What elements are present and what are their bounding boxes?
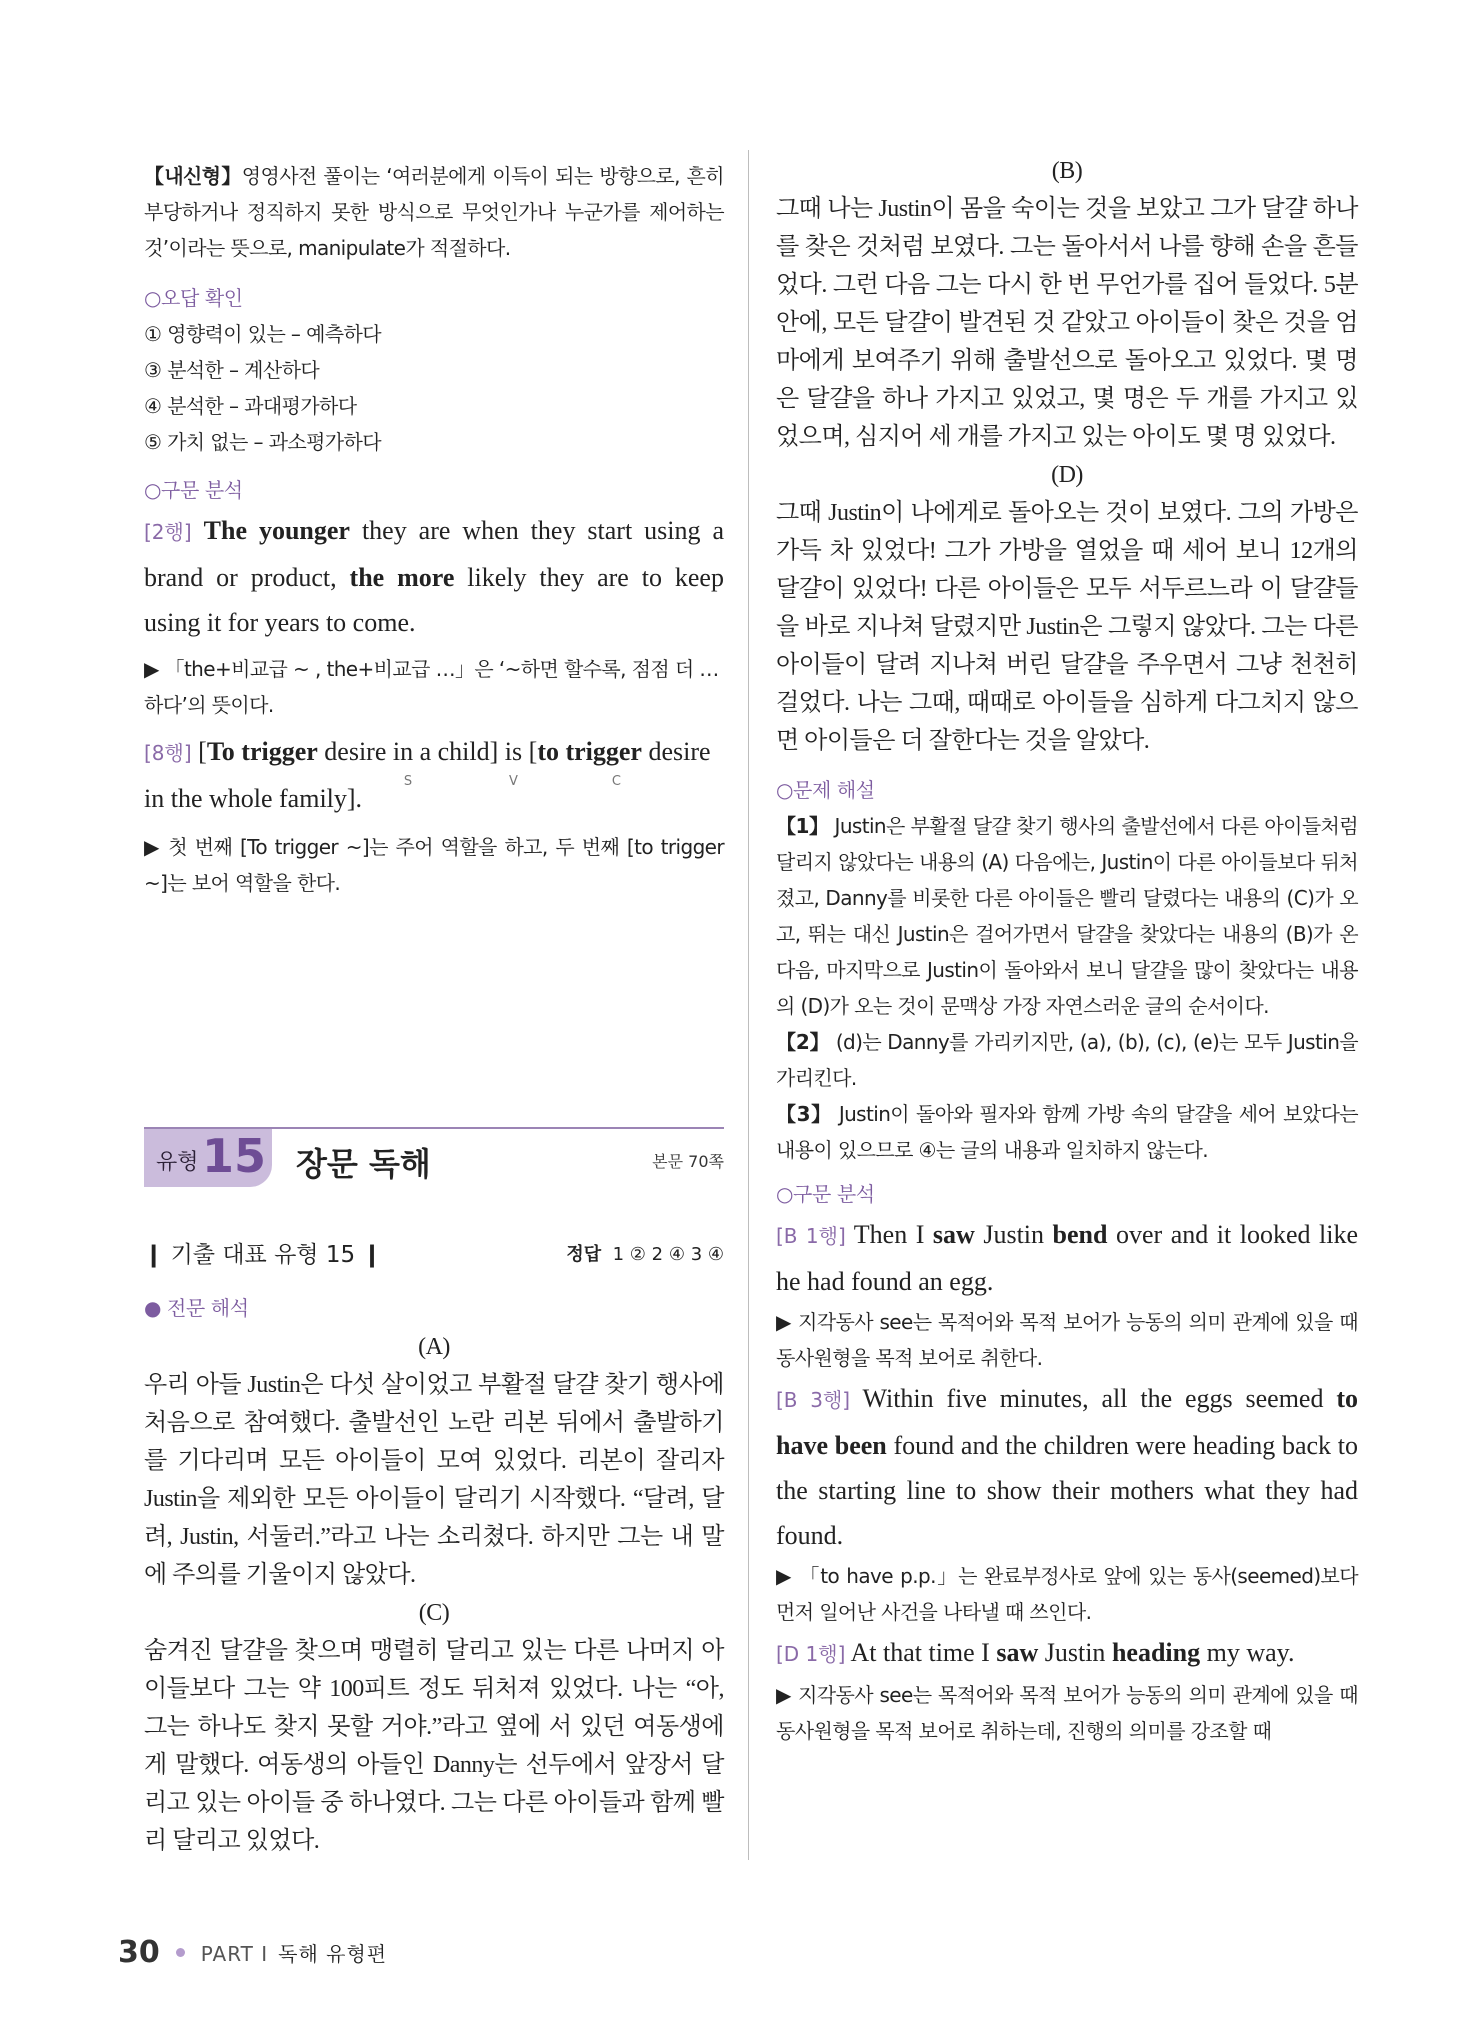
syntax-note-b3: ▶ 「to have p.p.」는 완료부정사로 앞에 있는 동사(seemed)보다 먼저 일어난 사건을 나타낼 때 쓰인다.: [776, 1564, 1358, 1624]
footer-dot-icon: [176, 1948, 185, 1957]
sentence-text: Then I: [845, 1220, 933, 1249]
sentence-text: Justin: [974, 1220, 1053, 1249]
paragraph-a: 우리 아들 Justin은 다섯 살이었고 부활절 달걀 찾기 행사에 처음으로 참여했다. 출발선인 노란 리본 뒤에서 출발하기를 기다리며 모든 아이들이 모여 있었다. 리본이 잘리자 Justin을 제외한 모든 아이들이 달리기 시작했다. “달려, 달려, Justin, 서둘러.”라고 나는 소리쳤다. 하지만 그는 내 말에 주의를 기울이지 않았다.: [144, 1372, 724, 1588]
part-title: 독해 유형편: [278, 1942, 388, 1966]
explanation-text: Justin이 돌아와 필자와 함께 가방 속의 달걀을 세어 보았다는 내용이 있으므로 ④는 글의 내용과 일치하지 않는다.: [776, 1102, 1359, 1162]
paragraph-label-c: (C): [418, 1600, 450, 1626]
explanation-3: [776, 1096, 1358, 1168]
page-number: 30: [118, 1935, 160, 1970]
wrong-answer-heading: ○오답 확인: [144, 286, 243, 310]
right-column: [776, 158, 1358, 1749]
intro-text: 영영사전 풀이는 ‘여러분에게 이득이 되는 방향으로, 흔히 부당하거나 정직하지 못한 방식으로 무엇인가나 누군가를 제어하는 것’이라는 뜻으로, manipulate가 적절하다.: [144, 164, 724, 260]
section-header: [144, 1127, 724, 1187]
page-footer: [118, 1935, 387, 1975]
syntax-sentence-2: [144, 508, 724, 645]
answer-key: [566, 1240, 724, 1266]
subject-phrase: [317, 737, 499, 789]
line-tag: [B 3행]: [776, 1388, 851, 1412]
explanation-text: Justin은 부활절 달걀 찾기 행사의 출발선에서 다른 아이들처럼 달리지 않았다는 내용의 (A) 다음에는, Justin이 다른 아이들보다 뒤처졌고, Danny를 비롯한 다른 아이들은 빨리 달렸다는 내용의 (C)가 오고, 뛰는 대신 Justin은 걸어가면서 달걀을 찾았다는 내용의 (B)가 온 다음, 마지막으로 Justin이 돌아와서 보니 달걀을 많이 찾았다는 내용의 (D)가 오는 것이 문맥상 가장 자연스러운 글의 순서이다.: [776, 814, 1358, 1018]
wrong-answer-item: ① 영향력이 있는 – 예측하다: [144, 322, 381, 346]
sentence-text: Within five minutes, all the eggs seemed: [850, 1384, 1337, 1413]
paragraph-b: 그때 나는 Justin이 몸을 숙이는 것을 보았고 그가 달걀 하나를 찾은 것처럼 보였다. 그는 돌아서서 나를 향해 손을 흔들었다. 그런 다음 그는 다시 한 번 무언가를 집어 들었다. 5분 안에, 모든 달걀이 발견된 것 같았고 아이들이 찾은 것을 엄마에게 보여주기 위해 출발선으로 돌아오고 있었다. 몇 명은 달걀을 하나 가지고 있었고, 몇 명은 두 개를 가지고 있었으며, 심지어 세 개를 가지고 있는 아이도 몇 명 있었다.: [776, 196, 1358, 450]
wrong-answer-item: ⑤ 가치 없는 – 과소평가하다: [144, 430, 381, 454]
paragraph-label-a: (A): [418, 1334, 450, 1360]
subtitle: ❙ 기출 대표 유형 15 ❙: [144, 1242, 382, 1268]
explanation-2: [776, 1024, 1358, 1096]
page-reference: 본문 70쪽: [652, 1152, 724, 1171]
section-label: 유형: [156, 1150, 199, 1175]
sentence-text: is: [504, 737, 523, 766]
complement-marker: C: [611, 774, 621, 789]
section-number: 15: [202, 1129, 267, 1183]
syntax-note-d1: ▶ 지각동사 see는 목적어와 목적 보어가 능동의 의미 관계에 있을 때 동사원형을 목적 보어로 취하는데, 진행의 의미를 강조할 때: [776, 1683, 1358, 1743]
sentence-text: they are when they start using a brand or product,: [144, 516, 725, 592]
question-tag: 【3】: [776, 1102, 832, 1126]
paragraph-c: 숨겨진 달걀을 찾으며 맹렬히 달리고 있는 다른 나머지 아이들보다 그는 약 100피트 정도 뒤처져 있었다. 나는 “아, 그는 하나도 찾지 못할 거야.”라고 옆에 서 있던 여동생에게 말했다. 여동생의 아들인 Danny는 선두에서 앞장서 달리고 있는 아이들 중 하나였다. 그는 다른 아이들과 함께 빨리 달리고 있었다.: [144, 1638, 724, 1854]
sentence-text: desire: [641, 737, 711, 766]
sentence-text: found and the children were heading back to the starting line to show their mothers what they had found.: [776, 1431, 1358, 1550]
translation-heading: ● 전문 해석: [144, 1296, 249, 1320]
syntax-note-8: ▶ 첫 번째 [To trigger ~]는 주어 역할을 하고, 두 번째 [to trigger ~]는 보어 역할을 한다.: [144, 835, 724, 895]
line-tag: [D 1행]: [776, 1642, 846, 1666]
part-number: PART Ⅰ: [200, 1942, 269, 1966]
sentence-text: likely they are to keep using it for years to come.: [144, 563, 724, 637]
explanation-text: (d)는 Danny를 가리키지만, (a), (b), (c), (e)는 모두 Justin을 가리킨다.: [776, 1030, 1358, 1090]
verb-phrase: [504, 737, 523, 789]
syntax-note-b1: ▶ 지각동사 see는 목적어와 목적 보어가 능동의 의미 관계에 있을 때 동사원형을 목적 보어로 취한다.: [776, 1310, 1358, 1370]
paragraph-label-b: (B): [1051, 158, 1083, 184]
sentence-text: in the whole family].: [144, 784, 363, 813]
sub-header: [144, 1236, 724, 1272]
syntax-note-2: ▶ 「the+비교급 ~ , the+비교급 …」은 ‘~하면 할수록, 점점 더 …하다’의 뜻이다.: [144, 657, 719, 717]
sentence-text: [: [522, 737, 538, 766]
column-divider: [748, 150, 749, 1860]
part-label: [201, 1942, 387, 1966]
explanation-heading: ○문제 해설: [776, 778, 875, 802]
subject-marker: S: [403, 774, 413, 789]
answer-label: 정답: [566, 1244, 602, 1265]
wrong-answer-item: ③ 분석한 – 계산하다: [144, 358, 320, 382]
line-tag: [B 1행]: [776, 1224, 846, 1248]
wrong-answer-list: [144, 316, 724, 460]
question-tag: 【2】: [776, 1030, 830, 1054]
translation-block: [144, 1290, 724, 1860]
bold-phrase: The younger: [203, 516, 350, 545]
explanation-1: [776, 808, 1358, 1024]
sentence-text: my way.: [1200, 1638, 1295, 1667]
sentence-text: At that time I: [845, 1638, 997, 1667]
line-tag: [8행]: [144, 741, 192, 765]
bold-phrase: To trigger: [206, 737, 318, 766]
bold-phrase: bend: [1052, 1220, 1108, 1249]
wrong-answer-item: ④ 분석한 – 과대평가하다: [144, 394, 357, 418]
question-tag: 【1】: [776, 814, 829, 838]
paragraph-label-d: (D): [1051, 462, 1083, 488]
bold-phrase: the more: [349, 563, 455, 592]
paragraph-d: 그때 Justin이 나에게로 돌아오는 것이 보였다. 그의 가방은 가득 차 있었다! 그가 가방을 열었을 때 세어 보니 12개의 달걀이 있었다! 다른 아이들은 모두 서두르느라 이 달걀들을 바로 지나쳐 달렸지만 Justin은 그렇지 않았다. 그는 다른 아이들이 달려 지나쳐 버린 달걀을 주우면서 그냥 천천히 걸었다. 나는 그때, 때때로 아이들을 심하게 다그치지 않으면 아이들은 더 잘한다는 것을 알았다.: [776, 500, 1358, 754]
answer-values: 1 ② 2 ④ 3 ④: [612, 1244, 724, 1265]
bold-phrase: to have been: [776, 1384, 1358, 1460]
syntax-b3: [776, 1376, 1358, 1558]
syntax-sentence-8: [144, 729, 724, 821]
bold-phrase: saw: [996, 1638, 1039, 1667]
sentence-text: Justin: [1038, 1638, 1112, 1667]
left-column: [144, 158, 724, 901]
bold-phrase: saw: [932, 1220, 975, 1249]
syntax-d1: [776, 1630, 1358, 1677]
intro-paragraph: [144, 158, 724, 266]
sentence-text: over and it looked like he had found an egg.: [776, 1220, 1358, 1296]
sentence-text: desire in a child]: [317, 737, 499, 766]
bold-phrase: heading: [1111, 1638, 1201, 1667]
complement-phrase: [522, 737, 711, 789]
section-title: 장문 독해: [296, 1145, 431, 1183]
syntax-b1: [776, 1212, 1358, 1304]
bold-phrase: to trigger: [537, 737, 642, 766]
syntax-heading-right: ○구문 분석: [776, 1182, 875, 1206]
syntax-heading: ○구문 분석: [144, 478, 243, 502]
intro-tag: 【내신형】: [144, 164, 242, 188]
verb-marker: V: [509, 774, 518, 789]
sentence-text: [: [198, 737, 207, 766]
line-tag: [2행]: [144, 520, 192, 544]
